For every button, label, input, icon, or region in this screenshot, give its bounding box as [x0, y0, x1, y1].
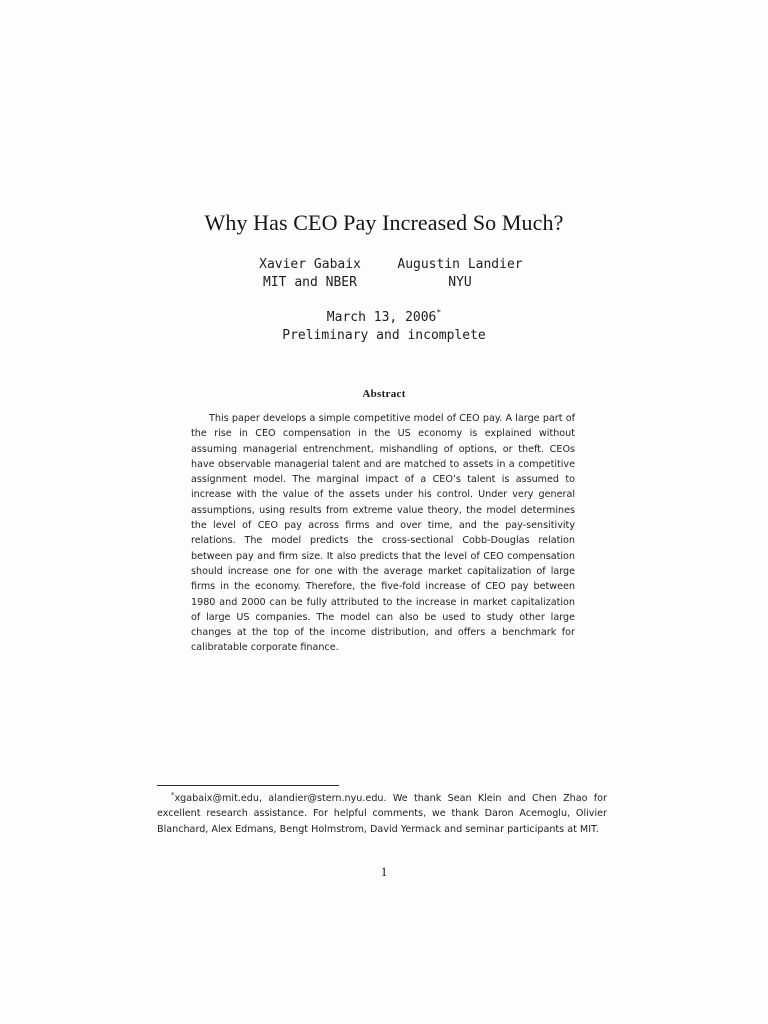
footnote-mark: *: [171, 791, 175, 799]
author-1: [230, 256, 390, 292]
abstract-heading: Abstract: [362, 388, 406, 400]
paper-date: March 13, 2006: [326, 310, 437, 325]
author-1-name: Xavier Gabaix: [259, 257, 361, 272]
date-row: [0, 304, 768, 327]
author-2-affiliation: NYU: [448, 275, 472, 290]
footnote-rule: [157, 785, 339, 786]
paper-title: Why Has CEO Pay Increased So Much?: [204, 210, 564, 235]
author-block: [0, 256, 768, 296]
author-1-affiliation: MIT and NBER: [263, 275, 357, 290]
footnote-text: xgabaix@mit.edu, alandier@stern.nyu.edu. We thank Sean Klein and Chen Zhao for excellent research assistance. For helpful comments, we thank Daron Acemoglu, Olivier Blanchard, Alex Edmans, Bengt Holmstrom, David Yermack and seminar participants at MIT.: [157, 793, 607, 835]
date-block: [0, 304, 768, 345]
date-footnote-mark: *: [436, 308, 442, 317]
footnote: [157, 788, 607, 837]
author-2-name: Augustin Landier: [397, 257, 523, 272]
page-number: 1: [380, 864, 388, 879]
author-2: [380, 256, 540, 292]
abstract-text: This paper develops a simple competitive model of CEO pay. A large part of the rise in CEO compensation in the US economy is explained without assuming managerial entrenchment, mishandling of options, or theft. CEOs have observable managerial talent and are matched to assets in a competitive assignment model. The marginal impact of a CEO’s talent is assumed to increase with the value of the assets under his control. Under very general assumptions, using results from extreme value theory, the model determines the level of CEO pay across firms and over time, and the pay-sensitivity relations. The model predicts the cross-sectional Cobb-Douglas relation between pay and firm size. It also predicts that the level of CEO compensation should increase one for one with the average market capitalization of large firms in the economy. Therefore, the five-fold increase of CEO pay between 1980 and 2000 can be fully attributed to the increase in market capitalization of large US companies. The model can also be used to study other large changes at the top of the income distribution, and offers a benchmark for calibratable corporate finance.: [191, 413, 575, 654]
paper-status: Preliminary and incomplete: [282, 328, 486, 343]
